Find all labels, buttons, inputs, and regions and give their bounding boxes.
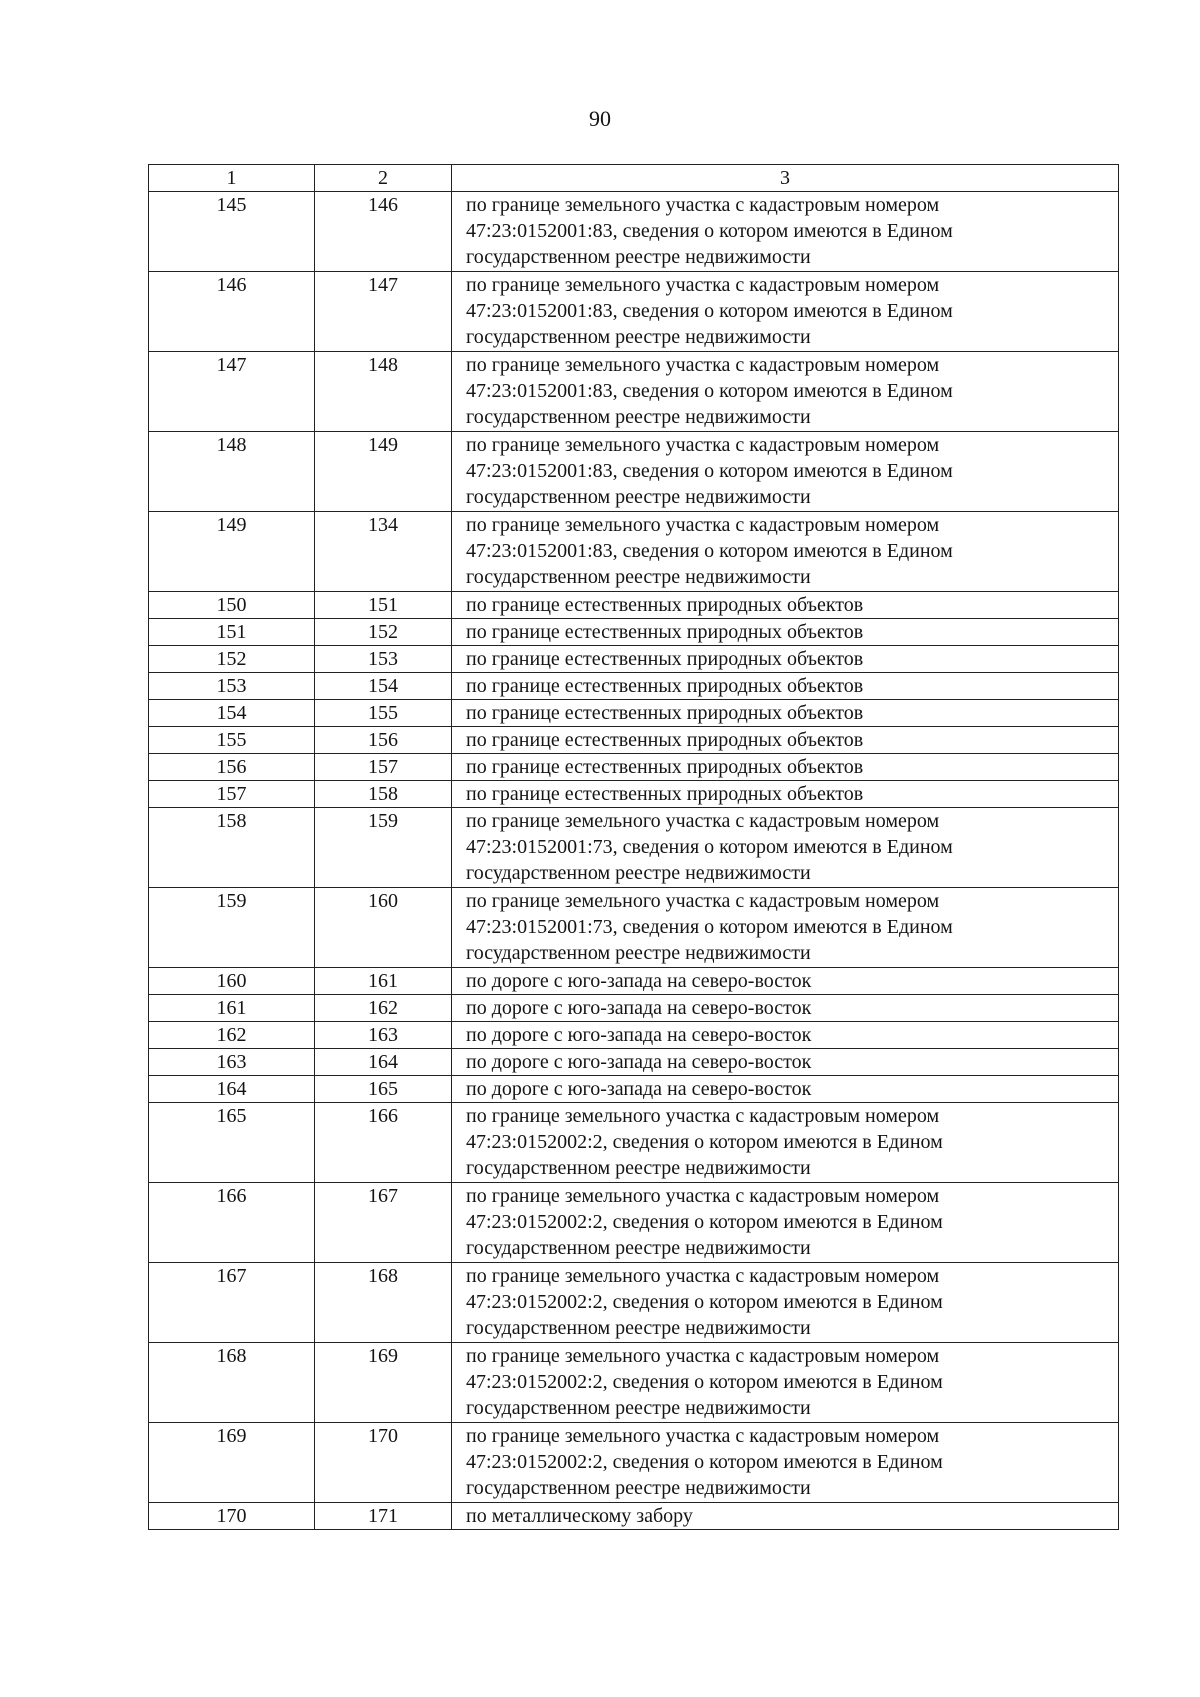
table-row	[149, 646, 1119, 673]
to-point-cell: 162	[315, 995, 452, 1022]
table-row	[149, 1049, 1119, 1076]
description-line: государственном реестре недвижимости	[466, 1157, 811, 1179]
description-cell	[452, 727, 1119, 754]
table-body	[149, 165, 1119, 1530]
description-line: по дороге с юго-запада на северо-восток	[466, 997, 812, 1019]
table-row	[149, 781, 1119, 808]
description-line: по границе земельного участка с кадастровым номером	[466, 194, 940, 216]
description-cell	[452, 646, 1119, 673]
description-cell	[452, 1103, 1119, 1183]
description-cell	[452, 888, 1119, 968]
table-row	[149, 1183, 1119, 1263]
description-line: 47:23:0152002:2, сведения о котором имеются в Едином	[466, 1451, 943, 1473]
to-point-cell: 146	[315, 192, 452, 272]
description-cell	[452, 754, 1119, 781]
description-cell	[452, 592, 1119, 619]
to-point-cell: 169	[315, 1343, 452, 1423]
table-row	[149, 432, 1119, 512]
table-row	[149, 700, 1119, 727]
table-row	[149, 888, 1119, 968]
to-point-cell: 156	[315, 727, 452, 754]
description-line: по границе естественных природных объектов	[466, 621, 864, 643]
description-line: по границе естественных природных объектов	[466, 675, 864, 697]
from-point-cell: 159	[149, 888, 315, 968]
table-row	[149, 995, 1119, 1022]
from-point-cell: 156	[149, 754, 315, 781]
table-row	[149, 192, 1119, 272]
description-cell	[452, 1049, 1119, 1076]
description-line: по металлическому забору	[466, 1505, 693, 1527]
description-line: по дороге с юго-запада на северо-восток	[466, 970, 812, 992]
description-line: 47:23:0152001:73, сведения о котором имеются в Едином	[466, 836, 953, 858]
from-point-cell: 166	[149, 1183, 315, 1263]
table-row	[149, 754, 1119, 781]
description-cell	[452, 432, 1119, 512]
from-point-cell: 170	[149, 1503, 315, 1530]
table-header-row	[149, 165, 1119, 192]
description-line: по границе земельного участка с кадастровым номером	[466, 514, 940, 536]
description-line: по границе земельного участка с кадастровым номером	[466, 890, 940, 912]
header-cell-2: 2	[315, 165, 452, 192]
description-line: 47:23:0152001:83, сведения о котором имеются в Едином	[466, 220, 953, 242]
description-line: по границе земельного участка с кадастровым номером	[466, 1105, 940, 1127]
from-point-cell: 154	[149, 700, 315, 727]
to-point-cell: 152	[315, 619, 452, 646]
to-point-cell: 155	[315, 700, 452, 727]
description-line: по границе земельного участка с кадастровым номером	[466, 810, 940, 832]
description-line: по границе земельного участка с кадастровым номером	[466, 354, 940, 376]
description-line: государственном реестре недвижимости	[466, 1317, 811, 1339]
description-line: 47:23:0152001:73, сведения о котором имеются в Едином	[466, 916, 953, 938]
from-point-cell: 146	[149, 272, 315, 352]
description-line: 47:23:0152001:83, сведения о котором имеются в Едином	[466, 300, 953, 322]
to-point-cell: 171	[315, 1503, 452, 1530]
description-line: государственном реестре недвижимости	[466, 406, 811, 428]
description-line: по дороге с юго-запада на северо-восток	[466, 1024, 812, 1046]
description-cell	[452, 1022, 1119, 1049]
description-cell	[452, 700, 1119, 727]
to-point-cell: 153	[315, 646, 452, 673]
table-row	[149, 1103, 1119, 1183]
description-line: по границе земельного участка с кадастровым номером	[466, 1425, 940, 1447]
to-point-cell: 161	[315, 968, 452, 995]
description-line: по границе земельного участка с кадастровым номером	[466, 1265, 940, 1287]
description-line: государственном реестре недвижимости	[466, 1477, 811, 1499]
to-point-cell: 163	[315, 1022, 452, 1049]
to-point-cell: 164	[315, 1049, 452, 1076]
from-point-cell: 155	[149, 727, 315, 754]
from-point-cell: 152	[149, 646, 315, 673]
description-line: государственном реестре недвижимости	[466, 1237, 811, 1259]
from-point-cell: 168	[149, 1343, 315, 1423]
table-row	[149, 272, 1119, 352]
from-point-cell: 153	[149, 673, 315, 700]
from-point-cell: 167	[149, 1263, 315, 1343]
table-row	[149, 1022, 1119, 1049]
description-line: по границе земельного участка с кадастровым номером	[466, 434, 940, 456]
table-row	[149, 968, 1119, 995]
description-line: государственном реестре недвижимости	[466, 486, 811, 508]
description-line: по границе естественных природных объектов	[466, 648, 864, 670]
page-number: 90	[589, 106, 611, 131]
table-row	[149, 592, 1119, 619]
description-cell	[452, 968, 1119, 995]
description-cell	[452, 619, 1119, 646]
description-line: 47:23:0152002:2, сведения о котором имеются в Едином	[466, 1291, 943, 1313]
from-point-cell: 163	[149, 1049, 315, 1076]
description-line: по дороге с юго-запада на северо-восток	[466, 1078, 812, 1100]
to-point-cell: 151	[315, 592, 452, 619]
table-row	[149, 1343, 1119, 1423]
to-point-cell: 159	[315, 808, 452, 888]
from-point-cell: 150	[149, 592, 315, 619]
to-point-cell: 166	[315, 1103, 452, 1183]
from-point-cell: 162	[149, 1022, 315, 1049]
table-row	[149, 512, 1119, 592]
description-line: 47:23:0152002:2, сведения о котором имеются в Едином	[466, 1211, 943, 1233]
description-line: 47:23:0152002:2, сведения о котором имеются в Едином	[466, 1131, 943, 1153]
to-point-cell: 134	[315, 512, 452, 592]
description-line: по границе естественных природных объектов	[466, 594, 864, 616]
description-line: по границе земельного участка с кадастровым номером	[466, 274, 940, 296]
from-point-cell: 161	[149, 995, 315, 1022]
description-cell	[452, 673, 1119, 700]
description-line: по границе земельного участка с кадастровым номером	[466, 1345, 940, 1367]
description-cell	[452, 1263, 1119, 1343]
from-point-cell: 147	[149, 352, 315, 432]
header-cell-3: 3	[452, 165, 1119, 192]
from-point-cell: 145	[149, 192, 315, 272]
from-point-cell: 149	[149, 512, 315, 592]
from-point-cell: 160	[149, 968, 315, 995]
table-row	[149, 727, 1119, 754]
table-row	[149, 1263, 1119, 1343]
from-point-cell: 169	[149, 1423, 315, 1503]
description-line: по границе естественных природных объектов	[466, 729, 864, 751]
description-cell	[452, 1343, 1119, 1423]
from-point-cell: 164	[149, 1076, 315, 1103]
to-point-cell: 157	[315, 754, 452, 781]
to-point-cell: 168	[315, 1263, 452, 1343]
description-line: государственном реестре недвижимости	[466, 246, 811, 268]
description-line: государственном реестре недвижимости	[466, 1397, 811, 1419]
table-row	[149, 619, 1119, 646]
to-point-cell: 147	[315, 272, 452, 352]
description-line: государственном реестре недвижимости	[466, 862, 811, 884]
description-cell	[452, 512, 1119, 592]
description-line: по границе естественных природных объектов	[466, 783, 864, 805]
description-line: 47:23:0152001:83, сведения о котором имеются в Едином	[466, 540, 953, 562]
from-point-cell: 157	[149, 781, 315, 808]
table-row	[149, 673, 1119, 700]
header-cell-1: 1	[149, 165, 315, 192]
description-line: по дороге с юго-запада на северо-восток	[466, 1051, 812, 1073]
table-row	[149, 1503, 1119, 1530]
table-row	[149, 352, 1119, 432]
table-row	[149, 808, 1119, 888]
description-cell	[452, 995, 1119, 1022]
from-point-cell: 148	[149, 432, 315, 512]
description-cell	[452, 192, 1119, 272]
boundary-table	[148, 164, 1119, 1530]
to-point-cell: 158	[315, 781, 452, 808]
to-point-cell: 148	[315, 352, 452, 432]
from-point-cell: 158	[149, 808, 315, 888]
description-cell	[452, 1076, 1119, 1103]
description-line: государственном реестре недвижимости	[466, 566, 811, 588]
description-cell	[452, 781, 1119, 808]
description-line: 47:23:0152002:2, сведения о котором имеются в Едином	[466, 1371, 943, 1393]
description-line: по границе естественных природных объектов	[466, 756, 864, 778]
description-line: по границе земельного участка с кадастровым номером	[466, 1185, 940, 1207]
table-row	[149, 1423, 1119, 1503]
to-point-cell: 160	[315, 888, 452, 968]
table-row	[149, 1076, 1119, 1103]
description-cell	[452, 1503, 1119, 1530]
to-point-cell: 149	[315, 432, 452, 512]
description-cell	[452, 1423, 1119, 1503]
description-line: по границе естественных природных объектов	[466, 702, 864, 724]
to-point-cell: 165	[315, 1076, 452, 1103]
description-line: 47:23:0152001:83, сведения о котором имеются в Едином	[466, 460, 953, 482]
description-line: государственном реестре недвижимости	[466, 942, 811, 964]
description-line: 47:23:0152001:83, сведения о котором имеются в Едином	[466, 380, 953, 402]
to-point-cell: 167	[315, 1183, 452, 1263]
to-point-cell: 170	[315, 1423, 452, 1503]
description-cell	[452, 272, 1119, 352]
description-cell	[452, 1183, 1119, 1263]
description-cell	[452, 808, 1119, 888]
from-point-cell: 165	[149, 1103, 315, 1183]
to-point-cell: 154	[315, 673, 452, 700]
description-line: государственном реестре недвижимости	[466, 326, 811, 348]
description-cell	[452, 352, 1119, 432]
from-point-cell: 151	[149, 619, 315, 646]
